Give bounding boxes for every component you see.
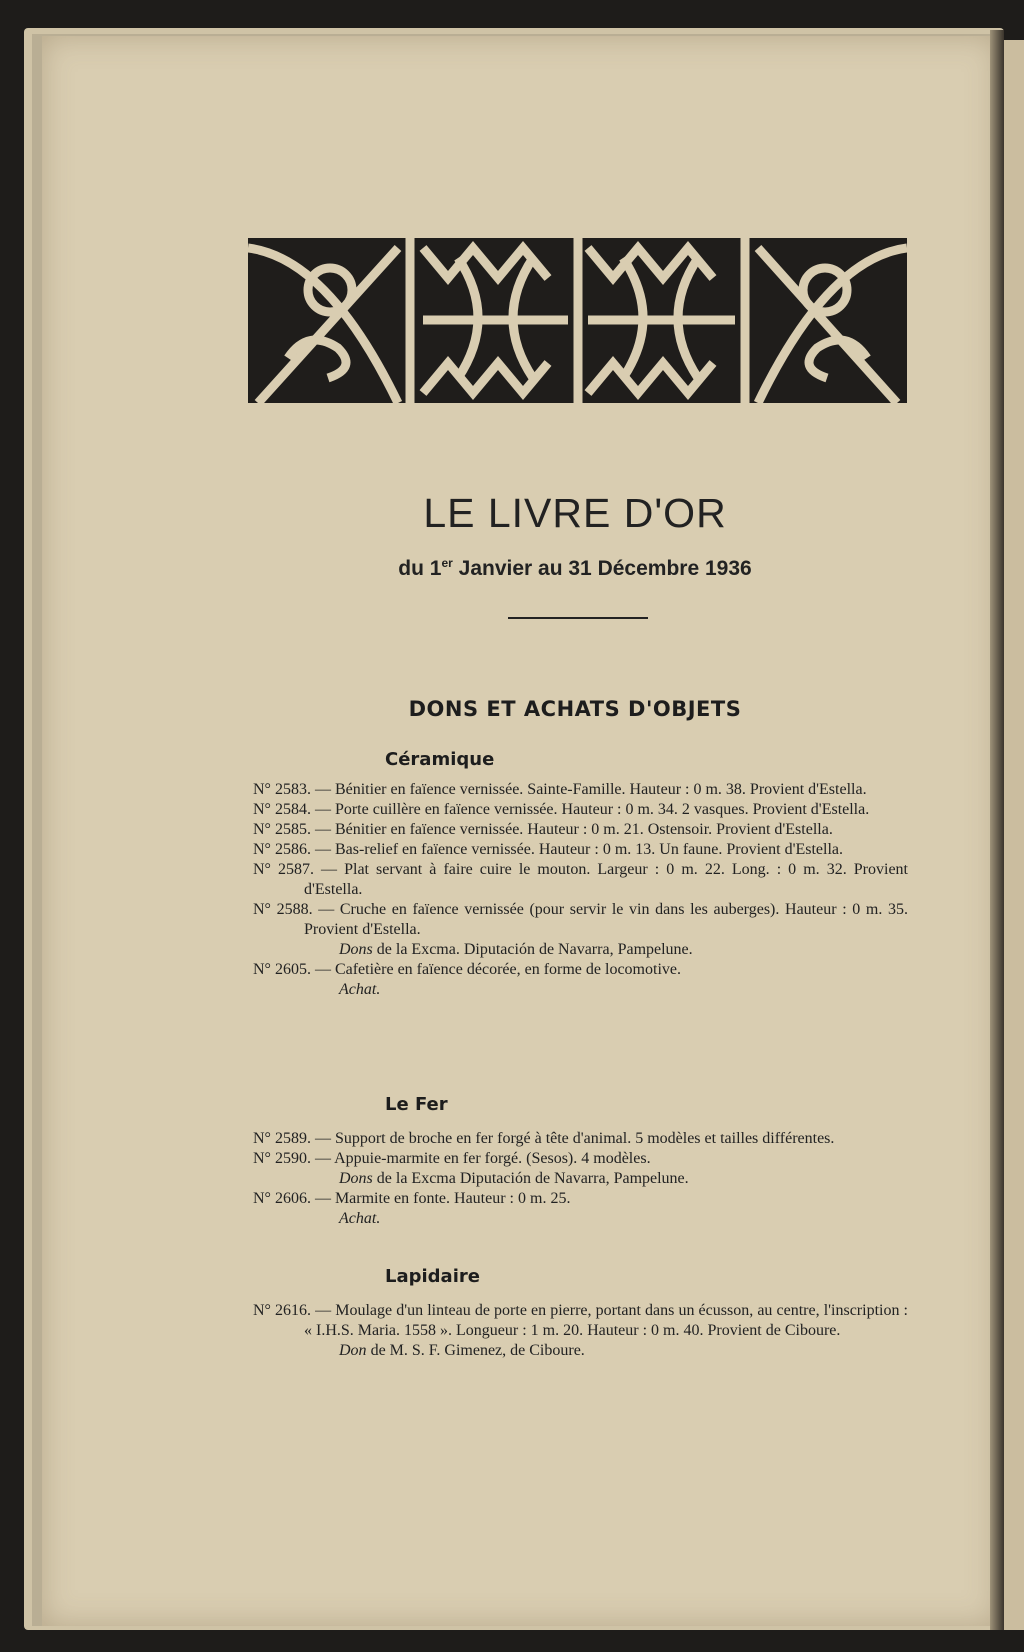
book-gutter xyxy=(990,30,1004,1630)
note-italic: Don xyxy=(339,1342,367,1359)
note-italic: Achat. xyxy=(339,981,381,998)
entry-text: N° 2583. — Bénitier en faïence vernissée. Sainte-Famille. Hauteur : 0 m. 38. Provient d'Estella. xyxy=(253,781,867,798)
entry-text: N° 2588. — Cruche en faïence vernissée (pour servir le vin dans les auberges). Hauteur : 0 m. 35. Provient d'Estella. xyxy=(253,901,908,938)
entry-text: N° 2589. — Support de broche en fer forgé à tête d'animal. 5 modèles et tailles différentes. xyxy=(253,1130,835,1147)
next-page-strip xyxy=(1002,40,1024,1630)
donor-note xyxy=(253,1169,908,1189)
entry-text: N° 2586. — Bas-relief en faïence vernissée. Hauteur : 0 m. 13. Un faune. Provient d'Estella. xyxy=(253,841,843,858)
list-item xyxy=(253,1189,908,1209)
note-text: de la Excma. Diputación de Navarra, Pampelune. xyxy=(372,941,693,958)
section-heading: DONS ET ACHATS D'OBJETS xyxy=(408,697,742,721)
entry-text: N° 2605. — Cafetière en faïence décorée, en forme de locomotive. xyxy=(253,961,681,978)
list-item xyxy=(253,900,908,940)
page-subtitle xyxy=(0,556,1024,581)
subtitle-sup: er xyxy=(441,556,453,570)
fer-list xyxy=(253,1129,908,1229)
page-title: LE LIVRE D'OR xyxy=(423,490,727,536)
subtitle-pre: du 1 xyxy=(398,557,442,580)
list-item xyxy=(253,1149,908,1169)
list-item xyxy=(253,800,908,820)
entry-text: N° 2587. — Plat servant à faire cuire le mouton. Largeur : 0 m. 22. Long. : 0 m. 32. Provient d'Estella. xyxy=(253,861,908,898)
list-item xyxy=(253,860,908,900)
list-item xyxy=(253,1301,908,1341)
donor-note xyxy=(253,940,908,960)
title-divider xyxy=(508,617,648,619)
entry-text: N° 2616. — Moulage d'un linteau de porte en pierre, portant dans un écusson, au centre, l'inscription : « I.H.S. Maria. 1558 ». Longueur : 1 m. 20. Hauteur : 0 m. 40. Provient de Ciboure. xyxy=(253,1302,908,1339)
note-text: de M. S. F. Gimenez, de Ciboure. xyxy=(366,1342,585,1359)
note-text: de la Excma Diputación de Navarra, Pampelune. xyxy=(372,1170,689,1187)
entry-text: N° 2590. — Appuie-marmite en fer forgé. (Sesos). 4 modèles. xyxy=(253,1150,651,1167)
subtitle-post: Janvier au 31 Décembre 1936 xyxy=(452,557,752,580)
list-item xyxy=(253,960,908,980)
entry-text: N° 2585. — Bénitier en faïence vernissée. Hauteur : 0 m. 21. Ostensoir. Provient d'Estella. xyxy=(253,821,833,838)
note-italic: Dons xyxy=(339,1170,373,1187)
ceramique-list xyxy=(253,780,908,1000)
list-item xyxy=(253,840,908,860)
list-item xyxy=(253,820,908,840)
subheading-le-fer: Le Fer xyxy=(385,1094,448,1115)
note-italic: Achat. xyxy=(339,1210,381,1227)
note-italic: Dons xyxy=(339,941,373,958)
entry-text: N° 2584. — Porte cuillère en faïence vernissée. Hauteur : 0 m. 34. 2 vasques. Provient d'Estella. xyxy=(253,801,870,818)
list-item xyxy=(253,1129,908,1149)
purchase-note xyxy=(253,980,908,1000)
purchase-note xyxy=(253,1209,908,1229)
list-item xyxy=(253,780,908,800)
subheading-ceramique: Céramique xyxy=(385,749,495,770)
donor-note xyxy=(253,1341,908,1361)
decorative-ornament-banner xyxy=(248,238,907,403)
entry-text: N° 2606. — Marmite en fonte. Hauteur : 0 m. 25. xyxy=(253,1190,571,1207)
lapidaire-list xyxy=(253,1301,908,1361)
subheading-lapidaire: Lapidaire xyxy=(385,1266,480,1287)
